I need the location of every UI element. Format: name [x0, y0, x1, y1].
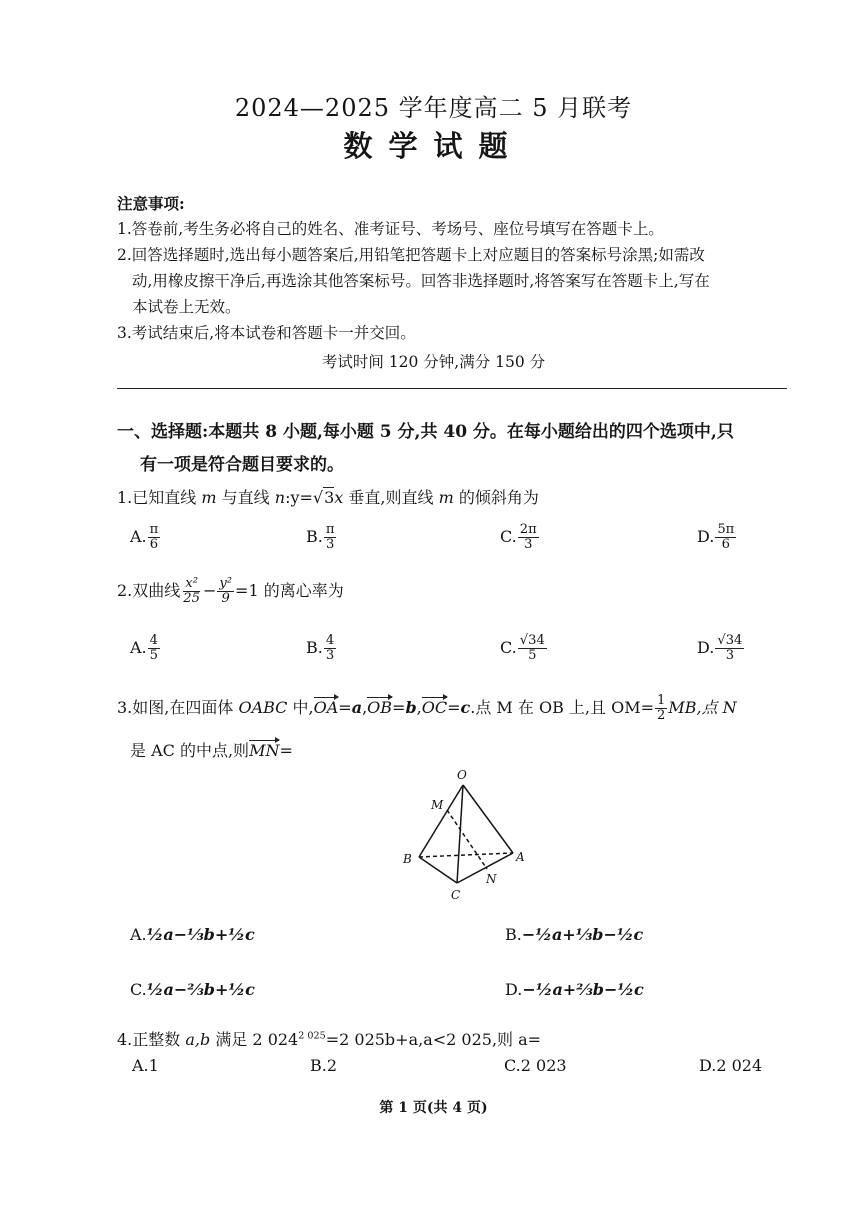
note-item-3: 3.考试结束后,将本试卷和答题卡一并交回。: [117, 324, 416, 342]
label-o: O: [457, 768, 467, 782]
q4-option-d: D.2 024: [699, 1056, 763, 1075]
note-item-1: 1.答卷前,考生务必将自己的姓名、准考证号、考场号、座位号填写在答题卡上。: [117, 220, 664, 238]
note-item-2-line2: 动,用橡皮擦干净后,再选涂其他答案标号。回答非选择题时,将答案写在答题卡上,写在: [132, 272, 710, 290]
q3-option-b: B.−½a+⅓b−½c: [505, 925, 644, 944]
notes-heading: 注意事项:: [117, 194, 185, 213]
q1-option-a: A. $\frac{\pi}{6}$: [130, 522, 159, 552]
subject-title: 数学试题: [343, 129, 524, 163]
edge-ca: [457, 853, 513, 883]
page-footer: 第 1 页(共 4 页): [379, 1100, 488, 1116]
edge-ob: [419, 785, 463, 857]
section-1-heading-line2: 有一项是符合题目要求的。: [140, 455, 344, 475]
question-3-line1: 3.如图,在四面体 OABC 中,OA=a,OB=b,OC=c.点 M 在 OB 上,且 OM= $\frac{1}{2}$ MB,点 N: [117, 693, 737, 723]
label-b: B: [403, 852, 412, 866]
q3-option-a: A.½a−⅓b+½c: [130, 925, 255, 944]
q4-option-c: C.2 023: [504, 1056, 567, 1075]
separator-line: [117, 388, 787, 389]
q4-option-b: B.2: [310, 1056, 338, 1075]
note-item-2-line3: 本试卷上无效。: [132, 298, 241, 316]
q3-option-d: D.−½a+⅔b−½c: [505, 980, 644, 999]
q1-option-c: C. $\frac{2\pi}{3}$: [500, 522, 537, 552]
edge-oc: [457, 785, 463, 883]
question-2: 2.双曲线 $\frac{\text{x²}}{25}$ − $\frac{\text{y²}}{9}$ =1 的离心率为: [117, 576, 344, 606]
edge-oa: [463, 785, 513, 853]
label-a: A: [516, 850, 525, 864]
q4-option-a: A.1: [132, 1056, 159, 1075]
question-4: 4.正整数 a,b 满足 2 $024^{2 025}=2$ 025b+a,a<2 025,则 a=: [117, 1030, 542, 1049]
edge-bc: [419, 857, 457, 883]
label-m: M: [431, 798, 444, 812]
edge-ba-hidden: [419, 853, 513, 857]
exam-title: 2024—2025 学年度高二 5 月联考: [234, 94, 633, 122]
tetrahedron-figure: [395, 765, 535, 905]
q3-option-c: C.½a−⅔b+½c: [130, 980, 255, 999]
label-n: N: [486, 872, 497, 886]
exam-time: 考试时间 120 分钟,满分 150 分: [321, 353, 546, 371]
note-item-2-line1: 2.回答选择题时,选出每小题答案后,用铅笔把答题卡上对应题目的答案标号涂黑;如需改: [117, 246, 705, 264]
segment-mn: [447, 810, 487, 869]
question-1: 1.已知直线 m 与直线 n:y=√3x 垂直,则直线 m 的倾斜角为: [117, 488, 539, 507]
q1-option-b: B. $\frac{\pi}{3}$: [306, 522, 335, 552]
q2-option-b: B. $\frac{4}{3}$: [306, 633, 335, 663]
q2-option-d: D. $\frac{√34}{3}$: [697, 633, 743, 663]
q1-option-d: D. $\frac{5\pi}{6}$: [697, 522, 735, 552]
question-3-line2: 是 AC 的中点,则MN=: [130, 741, 293, 760]
label-c: C: [451, 888, 461, 902]
q2-option-c: C. $\frac{√34}{5}$: [500, 633, 545, 663]
section-1-heading: 一、选择题:本题共 8 小题,每小题 5 分,共 40 分。在每小题给出的四个选项中,只: [117, 422, 734, 442]
q2-option-a: A. $\frac{4}{5}$: [130, 633, 158, 663]
